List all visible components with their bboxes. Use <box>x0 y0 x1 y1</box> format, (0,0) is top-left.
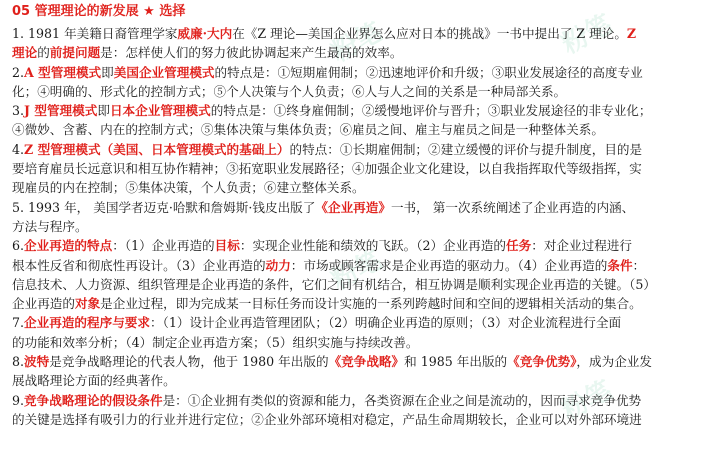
text-segment: 是企业过程，即为完成某一目标任务而设计实施的一系列跨越时间和空间的逻辑相关活动的集合。 <box>100 296 642 312</box>
highlight-term: 条件 <box>607 257 633 273</box>
text-segment: 在《Z 理论—美国企业界怎么应对日本的挑战》一书中提出了 Z 理论。 <box>232 26 627 41</box>
text-segment: 展战略理论方面的经典著作。 <box>12 373 176 389</box>
text-segment: 信息技术、人力资源、组织管理是企业再造的条件，它们之间有机结合，相互协调是顺利实现企业再造的关键。（5） <box>12 276 656 292</box>
text-segment: ：实现企业性能和绩效的飞跃。（2）企业再造的 <box>239 238 507 254</box>
text-segment: 即 <box>101 64 114 80</box>
watermark: 粉笔 <box>557 375 618 427</box>
text-line <box>12 391 695 410</box>
text-line <box>12 120 695 139</box>
text-line <box>12 352 695 371</box>
text-segment: 要培育雇员长远意识和相互协作精神；③拓宽职业发展路径；④加强企业文化建设，以自我指挥取代等级指挥，实 <box>12 161 642 177</box>
section-title: 05 管理理论的新发展 ★ 选择 <box>12 4 186 19</box>
text-line <box>12 371 695 390</box>
text-segment: 1. 1981 年美籍日裔管理学家 <box>12 26 178 41</box>
text-segment: 的特点：①长期雇佣制；②建立缓慢的评价与提升制度，目的是 <box>289 141 643 157</box>
text-segment: 和 1985 年出版的 <box>404 354 508 370</box>
text-segment: 9. <box>12 392 25 408</box>
text-segment: ④微妙、含蓄、内在的控制方式；⑤集体决策与集体负责；⑥雇员之间、雇主与雇员之间是一种整体关系。 <box>12 122 604 138</box>
text-line <box>12 63 695 82</box>
text-segment: 4. <box>12 141 25 157</box>
watermark: 粉笔 <box>327 17 388 69</box>
text-line <box>12 178 695 197</box>
text-segment: 7. <box>12 315 25 331</box>
text-segment: 的特点是：①终身雇佣制；②缓慢地评价与晋升；③职业发展途径的非专业化； <box>210 103 652 119</box>
text-line <box>12 236 695 255</box>
document-page <box>12 0 695 429</box>
text-line <box>12 410 695 429</box>
text-segment: 是竞争战略理论的代表人物，他于 1980 年出版的 <box>49 354 329 370</box>
highlight-term: 《企业再造》 <box>315 199 391 215</box>
highlight-term: 企业再造的特点 <box>24 238 113 254</box>
highlight-term: 理论 <box>12 45 38 61</box>
watermark: 粉笔 <box>327 245 388 297</box>
text-line <box>12 275 695 294</box>
text-line <box>12 140 695 159</box>
document-body <box>12 24 695 429</box>
text-line <box>12 217 695 236</box>
highlight-term: 前提问题 <box>49 45 101 61</box>
text-segment: 方法与程序。 <box>12 218 88 234</box>
text-segment: 8. <box>12 354 25 370</box>
text-segment: 根本性反省和彻底性再设计。（3）企业再造的 <box>12 257 266 273</box>
highlight-term: 任务 <box>506 238 532 254</box>
text-segment: 化；④明确的、形式化的控制方式；⑤个人决策与个人负责；⑥人与人之间的关系是一种局部关系。 <box>12 83 567 99</box>
highlight-term: 日本企业管理模式 <box>109 103 211 119</box>
text-segment: 3. <box>12 103 25 119</box>
highlight-term: Z <box>626 26 637 41</box>
text-line <box>12 198 695 217</box>
highlight-term: 对象 <box>74 296 101 312</box>
text-segment: 的关键是选择有吸引力的行业并进行定位；②企业外部环境相对稳定，产品生命周期较长，企业可以对外部环境进 <box>12 411 642 427</box>
highlight-term: 竞争战略理论的假设条件 <box>24 392 163 408</box>
watermark: 粉笔 <box>557 9 618 61</box>
text-line <box>12 256 695 275</box>
text-segment: ：（1）设计企业再造管理团队；（2）明确企业再造的原则；（3）对企业流程进行全面 <box>149 315 622 331</box>
text-segment: 的特点是：①短期雇佣制；②迅速地评价和升级；③职业发展途径的高度专业 <box>214 64 643 80</box>
highlight-term: 波特 <box>24 354 50 370</box>
text-segment: 2. <box>12 64 25 80</box>
highlight-term: 目标 <box>214 238 240 254</box>
text-segment: 一书， 第一次系统阐述了企业再造的内涵、 <box>390 199 635 215</box>
text-segment: 6. <box>12 238 25 254</box>
text-segment: 5. 1993 年， 美国学者迈克·哈默和詹姆斯·钱皮出版了 <box>12 199 316 215</box>
highlight-term: 威廉·大内 <box>177 26 233 41</box>
text-segment: 即 <box>97 103 110 119</box>
highlight-term: 美国企业管理模式 <box>113 64 215 80</box>
highlight-term: Z 型管理模式（美国、日本管理模式的基础上） <box>24 141 290 157</box>
highlight-term: 《竞争优势》 <box>507 354 577 370</box>
text-segment: ：对企业过程进行 <box>531 238 632 254</box>
text-segment: 的 <box>37 45 50 61</box>
text-line <box>12 333 695 352</box>
text-line <box>12 313 695 332</box>
text-line <box>12 159 695 178</box>
text-line <box>12 294 695 313</box>
highlight-term: A 型管理模式 <box>24 64 102 80</box>
text-line <box>12 43 695 62</box>
text-segment: ，成为企业发 <box>576 354 652 370</box>
highlight-term: 动力 <box>265 257 291 273</box>
text-segment: 企业再造的 <box>12 296 75 312</box>
text-line <box>12 101 695 120</box>
highlight-term: J 型管理模式 <box>24 103 98 119</box>
text-line <box>12 82 695 101</box>
text-segment: ：（1）企业再造的 <box>112 238 215 254</box>
text-segment: 的功能和效率分析；（4）制定企业再造方案；（5）组织实施与持续改善。 <box>12 334 419 350</box>
text-segment: 是：①企业拥有类似的资源和能力，各类资源在企业之间是流动的，因而寻求竞争优势 <box>162 392 642 408</box>
text-segment: ： <box>632 257 646 273</box>
text-line <box>12 24 695 43</box>
highlight-term: 《竞争战略》 <box>328 354 405 370</box>
highlight-term: 企业再造的程序与要求 <box>24 315 150 331</box>
text-segment: 是：怎样使人们的努力彼此协调起来产生最高的效率。 <box>100 45 403 61</box>
text-segment: ：市场或顾客需求是企业再造的驱动力。（4）企业再造的 <box>290 257 608 273</box>
text-segment: 现雇员的内在控制；⑤集体决策，个人负责；⑥建立整体关系。 <box>12 180 365 196</box>
